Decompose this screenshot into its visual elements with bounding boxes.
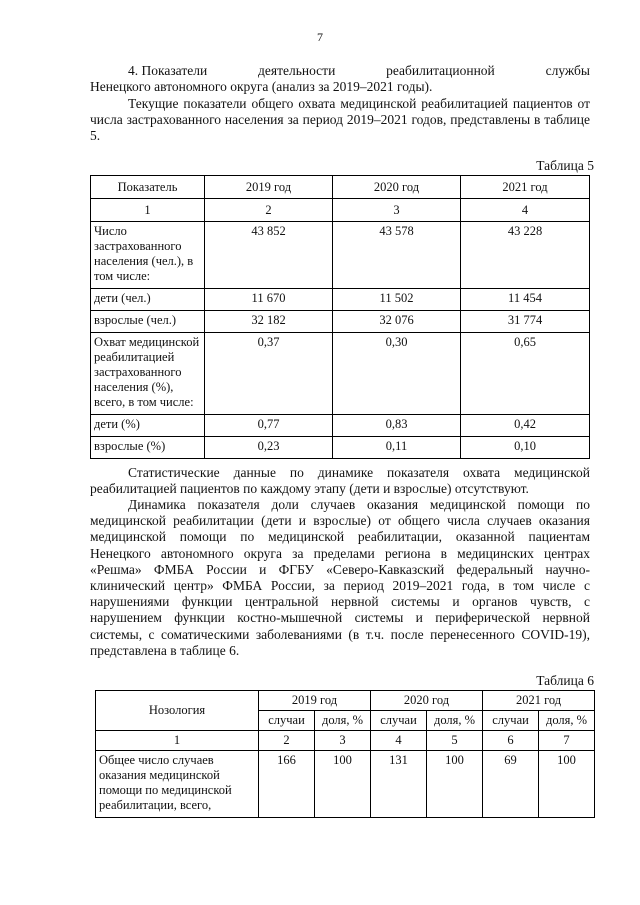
subheader-cell: доля, % — [315, 711, 371, 731]
row-label: Общее число случаев оказания медицинской помощи по медицинской реабилитации, всего, — [96, 751, 259, 818]
heading-word: 4. Показатели — [128, 63, 208, 78]
index-cell: 7 — [539, 731, 595, 751]
index-cell: 4 — [461, 199, 590, 222]
index-cell: 2 — [259, 731, 315, 751]
row-label: дети (%) — [91, 415, 205, 437]
heading-word: деятельности — [258, 63, 336, 78]
header-cell: 2020 год — [333, 176, 461, 199]
table-row — [91, 437, 590, 459]
subheader-cell: доля, % — [427, 711, 483, 731]
table-index-row — [96, 731, 595, 751]
header-cell: Показатель — [91, 176, 205, 199]
table-row — [96, 751, 595, 818]
value-cell: 100 — [427, 751, 483, 818]
value-cell: 32 076 — [333, 311, 461, 333]
heading-word: службы — [545, 63, 590, 78]
table-row — [91, 415, 590, 437]
value-cell: 0,77 — [205, 415, 333, 437]
index-cell: 2 — [205, 199, 333, 222]
subheader-cell: доля, % — [539, 711, 595, 731]
value-cell: 166 — [259, 751, 315, 818]
header-cell-nosology: Нозология — [96, 691, 259, 731]
paragraph-dynamics: Динамика показателя доли случаев оказания медицинской помощи по медицинской реабилитации (дети и взрослые) от общего числа случаев оказания медицинской помощи по медицинской реабилитации, оказанной пациентам Ненецкого автономного округа за пределами региона в медицинских центрах «Решма» ФМБА России и ФГБУ «Северо-Кавказский федеральный научно-клинический центр» ФМБА России, за период 2019–2021 года, в том числе с нарушениями функции центральной нервной системы и органов чувств, с нарушением функции костно-мышечной системы и периферической нервной системы, с соматическими заболеваниями (в т.ч. после перенесенного COVID-19), представлена в таблице 6. — [90, 497, 590, 658]
table6-caption: Таблица 6 — [536, 673, 594, 688]
table5 — [90, 175, 590, 459]
table5-caption: Таблица 5 — [536, 158, 594, 173]
value-cell: 31 774 — [461, 311, 590, 333]
heading-word: реабилитационной — [386, 63, 495, 78]
index-cell: 5 — [427, 731, 483, 751]
table-row — [91, 333, 590, 415]
header-cell-year: 2021 год — [483, 691, 595, 711]
value-cell: 11 454 — [461, 289, 590, 311]
subheader-cell: случаи — [371, 711, 427, 731]
table-header-row — [91, 176, 590, 199]
value-cell: 0,30 — [333, 333, 461, 415]
heading-line-2: Ненецкого автономного округа (анализ за 2019–2021 годы). — [90, 79, 433, 95]
paragraph-statistics: Статистические данные по динамике показателя охвата медицинской реабилитацией пациентов по каждому этапу (дети и взрослые) отсутствуют. — [90, 465, 590, 497]
value-cell: 100 — [315, 751, 371, 818]
page-number: 7 — [317, 30, 323, 44]
section-heading — [90, 63, 590, 95]
subheader-cell: случаи — [483, 711, 539, 731]
row-label: Число застрахованного населения (чел.), в том числе: — [91, 222, 205, 289]
value-cell: 0,65 — [461, 333, 590, 415]
value-cell: 32 182 — [205, 311, 333, 333]
value-cell: 11 670 — [205, 289, 333, 311]
value-cell: 0,42 — [461, 415, 590, 437]
header-cell: 2021 год — [461, 176, 590, 199]
table-index-row — [91, 199, 590, 222]
table-row — [91, 222, 590, 289]
value-cell: 0,23 — [205, 437, 333, 459]
value-cell: 131 — [371, 751, 427, 818]
value-cell: 100 — [539, 751, 595, 818]
row-label: Охват медицинской реабилитацией застрахованного населения (%), всего, в том числе: — [91, 333, 205, 415]
value-cell: 0,37 — [205, 333, 333, 415]
value-cell: 0,11 — [333, 437, 461, 459]
index-cell: 4 — [371, 731, 427, 751]
row-label: взрослые (чел.) — [91, 311, 205, 333]
value-cell: 43 228 — [461, 222, 590, 289]
heading-line-1 — [90, 63, 590, 79]
subheader-cell: случаи — [259, 711, 315, 731]
value-cell: 43 578 — [333, 222, 461, 289]
value-cell: 69 — [483, 751, 539, 818]
index-cell: 3 — [315, 731, 371, 751]
table-row — [91, 289, 590, 311]
index-cell: 1 — [91, 199, 205, 222]
index-cell: 3 — [333, 199, 461, 222]
header-cell-year: 2020 год — [371, 691, 483, 711]
header-cell-year: 2019 год — [259, 691, 371, 711]
header-cell: 2019 год — [205, 176, 333, 199]
value-cell: 11 502 — [333, 289, 461, 311]
row-label: взрослые (%) — [91, 437, 205, 459]
table6 — [95, 690, 595, 818]
value-cell: 43 852 — [205, 222, 333, 289]
table-row — [91, 311, 590, 333]
index-cell: 6 — [483, 731, 539, 751]
table-header-row — [96, 691, 595, 711]
paragraph-intro: Текущие показатели общего охвата медицинской реабилитацией пациентов от числа застрахованного населения за период 2019–2021 годов, представлены в таблице 5. — [90, 96, 590, 144]
index-cell: 1 — [96, 731, 259, 751]
value-cell: 0,10 — [461, 437, 590, 459]
value-cell: 0,83 — [333, 415, 461, 437]
row-label: дети (чел.) — [91, 289, 205, 311]
